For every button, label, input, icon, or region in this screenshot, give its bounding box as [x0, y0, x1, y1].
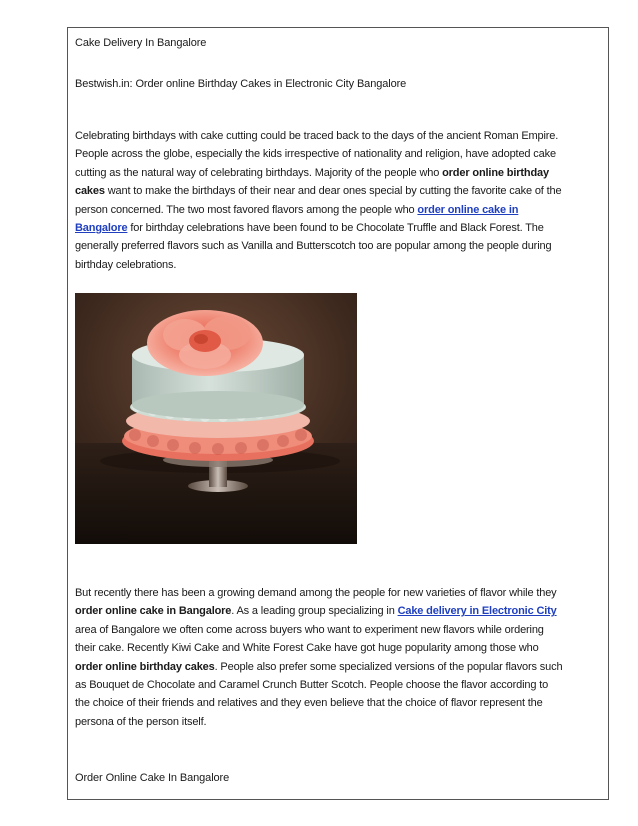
paragraph-flavors — [75, 584, 565, 731]
sugar-flower — [147, 310, 263, 376]
link-order-online-cake[interactable]: order online cake in Bangalore — [75, 203, 519, 235]
text-segment: . As a leading group specializing in — [231, 605, 398, 618]
page-footer: Order Online Cake In Bangalore — [75, 772, 230, 784]
bold-phrase: order online birthday cakes — [75, 660, 215, 673]
text-segment: area of Bangalore we often come across buyers who want to experiment new flavors while ordering their cake. Recently Kiwi Cake and White Forest Cake have got huge popularity among those who — [75, 623, 544, 655]
text-segment: Celebrating birthdays with cake cutting could be traced back to the days of the ancient Roman Empire. People across the globe, especially the kids irrespective of nationality and religion, have adopted cake cutting as the natural way of celebrating birthdays. Majority of the people who — [75, 130, 559, 179]
text-segment: want to make the birthdays of their near and dear ones special by cutting the favorite cake of the person concerned. The two most favored flavors among the people who — [75, 185, 562, 216]
bold-phrase: order online cake in Bangalore — [75, 605, 232, 618]
cake-photo — [75, 293, 357, 544]
text-segment: But recently there has been a growing demand among the people for new varieties of flavor while they — [75, 587, 557, 599]
document-subtitle: Bestwish.in: Order online Birthday Cakes in Electronic City Bangalore — [75, 78, 407, 90]
bold-phrase: order online birthday cakes — [75, 166, 549, 198]
text-segment: for birthday celebrations have been found to be Chocolate Truffle and Black Forest. The generally preferred flavors such as Vanilla and Butterscotch too are popular among the people during birthday celebrations. — [75, 222, 552, 271]
link-cake-delivery-electronic-city[interactable]: Cake delivery in Electronic City — [397, 605, 557, 618]
page-header: Cake Delivery In Bangalore — [75, 37, 207, 49]
paragraph-intro — [75, 127, 565, 274]
text-segment: . People also prefer some specialized versions of the popular flavors such as Bouquet de Chocolate and Caramel Crunch Butter Scotch. People choose the flavor according to the choice of their friends and relatives and they even believe that the choice of flavor represent the persona of the person itself. — [75, 660, 563, 728]
cake-illustration — [75, 293, 357, 544]
